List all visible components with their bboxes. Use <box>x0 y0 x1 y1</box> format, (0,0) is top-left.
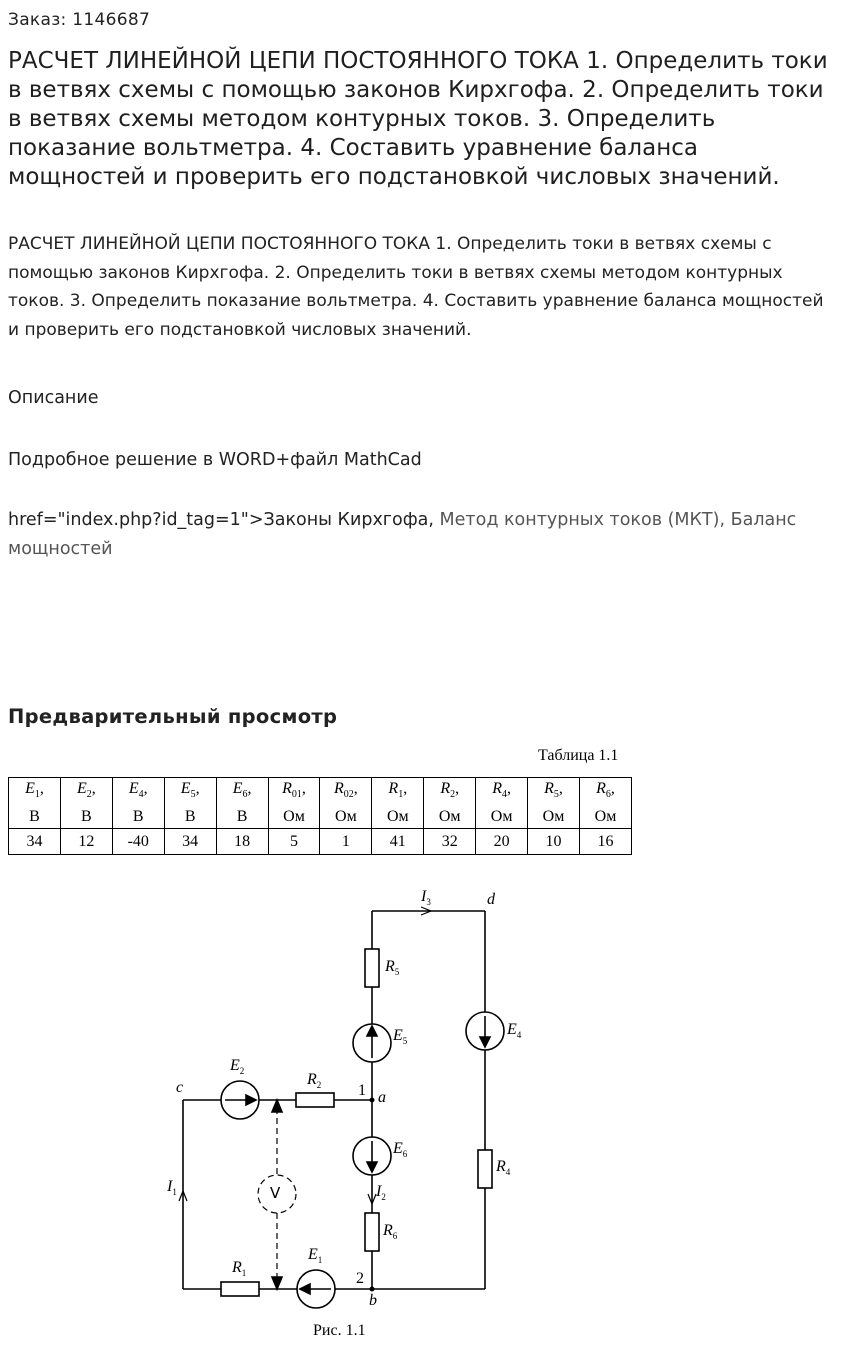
label-i2: $I_2$ <box>376 1183 386 1203</box>
label-i3: $I_3$ <box>421 888 431 908</box>
table-value-cell: 34 <box>9 829 61 855</box>
table-value-cell: 32 <box>424 829 476 855</box>
table-value-cell: 5 <box>268 829 320 855</box>
table-header-cell: $R_2$, Ом <box>424 778 476 829</box>
table-header-cell: $E_5$, В <box>164 778 216 829</box>
label-voltmeter: V <box>270 1184 281 1202</box>
table-value-cell: 41 <box>372 829 424 855</box>
label-e2: $E_2$ <box>230 1057 245 1077</box>
circuit-diagram <box>160 880 540 1320</box>
voltmeter <box>258 1175 296 1213</box>
label-r2: $R_2$ <box>307 1071 322 1091</box>
label-i1: $I_1$ <box>167 1178 177 1198</box>
label-e4: $E_4$ <box>507 1021 522 1041</box>
table-header-cell: $R_{01}$, Ом <box>268 778 320 829</box>
table-header-cell: $R_4$, Ом <box>476 778 528 829</box>
table-header-cell: $R_{02}$, Ом <box>320 778 372 829</box>
resistor-r6 <box>365 1213 379 1251</box>
label-e6: $E_6$ <box>393 1140 408 1160</box>
tag-prefix: href="index.php?id_tag=1">Законы Кирхгофа, <box>8 510 434 530</box>
table-value-cell: 1 <box>320 829 372 855</box>
label-r6: $R_6$ <box>383 1222 398 1242</box>
label-r4: $R_4$ <box>496 1158 511 1178</box>
description-text: РАСЧЕТ ЛИНЕЙНОЙ ЦЕПИ ПОСТОЯННОГО ТОКА 1. Определить токи в ветвях схемы с помощью законов Кирхгофа. 2. Определить токи в ветвях схемы методом контурных токов. 3. Определить показание вольтметра. 4. Составить уравнение баланса мощностей и проверить его подстановкой числовых значений. <box>8 234 824 340</box>
label-e1: $E_1$ <box>308 1246 323 1266</box>
solution-note: Подробное решение в WORD+файл MathCad <box>8 450 422 470</box>
label-node-a: a <box>378 1089 386 1106</box>
label-node-d: d <box>487 891 495 908</box>
section-label: Описание <box>8 388 99 408</box>
order-number: Заказ: 1146687 <box>8 10 151 30</box>
resistor-r5 <box>365 949 379 987</box>
table-value-cell: 34 <box>164 829 216 855</box>
table-value-cell: 12 <box>60 829 112 855</box>
table-caption: Таблица 1.1 <box>538 747 619 764</box>
tag-link-mkt[interactable]: Метод контурных токов (МКТ), <box>439 510 726 530</box>
table-value-cell: 20 <box>476 829 528 855</box>
label-r5: $R_5$ <box>385 958 400 978</box>
page-title: РАСЧЕТ ЛИНЕЙНОЙ ЦЕПИ ПОСТОЯННОГО ТОКА 1. Определить токи в ветвях схемы с помощью законов Кирхгофа. 2. Определить токи в ветвях схемы методом контурных токов. 3. Определить показание вольтметра. 4. Составить уравнение баланса мощностей и проверить его подстановкой числовых значений. <box>8 48 828 190</box>
label-node-1: 1 <box>358 1082 366 1099</box>
label-e5: $E_5$ <box>393 1027 408 1047</box>
table-header-cell: $R_5$, Ом <box>528 778 580 829</box>
resistor-r2 <box>296 1093 334 1107</box>
label-node-b: b <box>369 1292 377 1309</box>
tag-link-power-balance[interactable]: Баланс мощностей <box>8 510 797 559</box>
label-r1: $R_1$ <box>232 1259 247 1279</box>
table-header-cell: $E_1$, В <box>9 778 61 829</box>
table-header-cell: $E_4$, В <box>112 778 164 829</box>
table-value-cell: -40 <box>112 829 164 855</box>
table-values-row <box>9 829 632 855</box>
tag-list <box>8 506 838 564</box>
label-node-c: c <box>176 1079 184 1096</box>
table-header-cell: $E_6$, В <box>216 778 268 829</box>
table-value-cell: 16 <box>579 829 631 855</box>
parameters-table <box>8 777 632 855</box>
table-header-cell: $E_2$, В <box>60 778 112 829</box>
resistor-r4 <box>478 1150 492 1188</box>
table-header-row <box>9 778 632 829</box>
resistor-r1 <box>221 1282 259 1296</box>
table-value-cell: 10 <box>528 829 580 855</box>
table-value-cell: 18 <box>216 829 268 855</box>
table-header-cell: $R_6$, Ом <box>579 778 631 829</box>
figure-caption: Рис. 1.1 <box>313 1322 366 1339</box>
table-header-cell: $R_1$, Ом <box>372 778 424 829</box>
preview-heading: Предварительный просмотр <box>8 705 338 728</box>
label-node-2: 2 <box>356 1270 364 1287</box>
